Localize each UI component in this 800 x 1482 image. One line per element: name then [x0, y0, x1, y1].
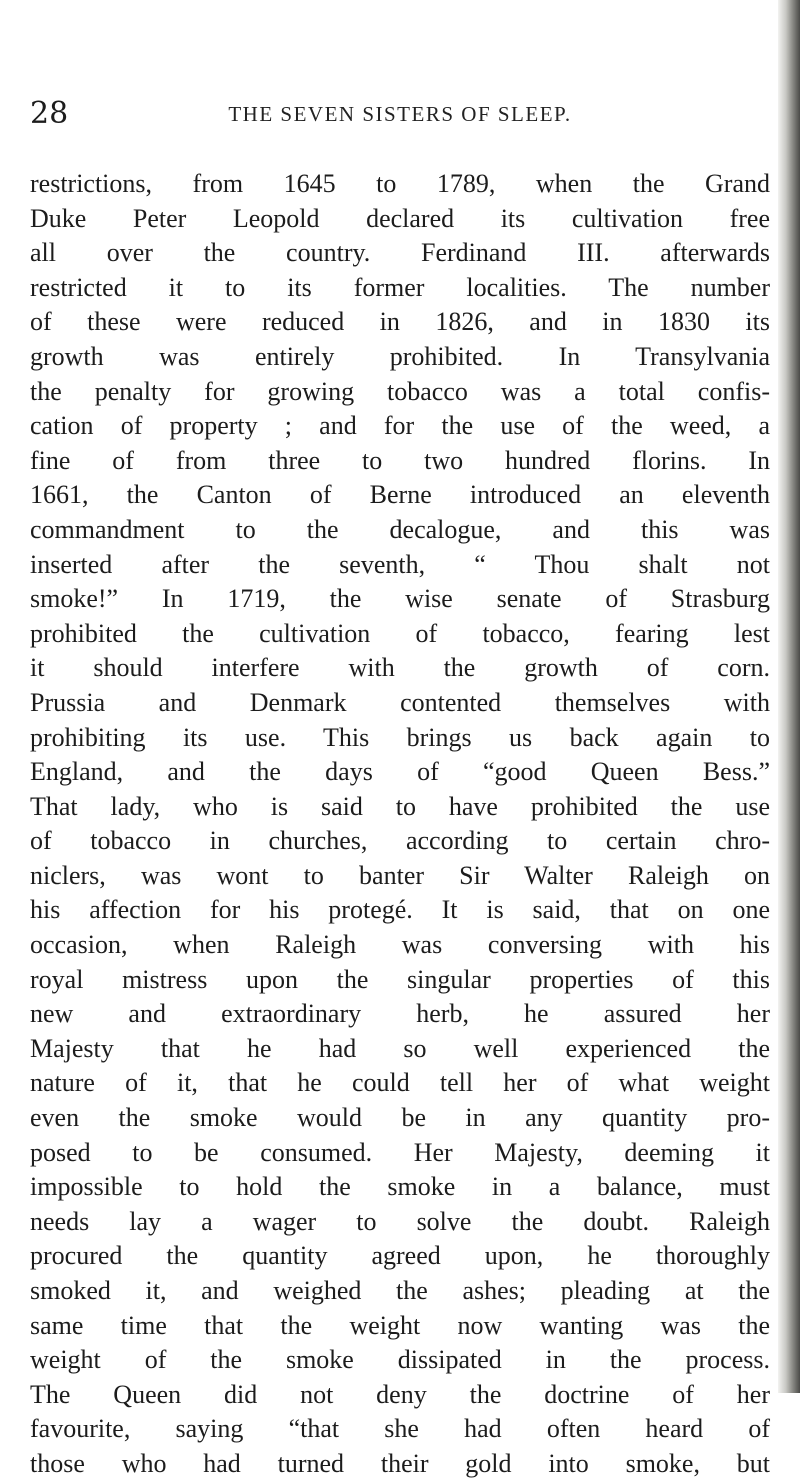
text-line: all over the country. Ferdinand III. afterwards: [30, 238, 770, 268]
text-line: royal mistress upon the singular properties of this: [30, 964, 770, 994]
text-line: inserted after the seventh, “ Thou shalt not: [30, 549, 770, 579]
text-line: restricted it to its former localities. The number: [30, 272, 770, 302]
text-line: 1661, the Canton of Berne introduced an eleventh: [30, 480, 770, 510]
text-line: nature of it, that he could tell her of what weight: [30, 1068, 770, 1098]
text-line: of these were reduced in 1826, and in 1830 its: [30, 307, 770, 337]
body-text: [30, 167, 770, 1482]
text-line: it should interfere with the growth of corn.: [30, 653, 770, 683]
text-line: fine of from three to two hundred florins. In: [30, 445, 770, 475]
text-line: prohibiting its use. This brings us back again to: [30, 722, 770, 752]
page-number: 28: [30, 96, 69, 131]
text-line: smoked it, and weighed the ashes; pleading at the: [30, 1276, 770, 1305]
text-line: Prussia and Denmark contented themselves with: [30, 687, 770, 717]
text-line: Majesty that he had so well experienced the: [30, 1033, 770, 1063]
text-line: smoke!” In 1719, the wise senate of Strasburg: [30, 584, 770, 614]
text-line: procured the quantity agreed upon, he thoroughly: [30, 1241, 770, 1271]
text-line: England, and the days of “good Queen Bess.”: [30, 757, 770, 787]
text-line: Duke Peter Leopold declared its cultivation free: [30, 203, 770, 233]
text-line: his affection for his protegé. It is said, that on one: [30, 895, 770, 925]
page-edge-shadow: [778, 0, 800, 1393]
text-line: occasion, when Raleigh was conversing with his: [30, 930, 770, 960]
text-line: new and extraordinary herb, he assured her: [30, 999, 770, 1029]
text-line: impossible to hold the smoke in a balance, must: [30, 1172, 770, 1202]
text-line: same time that the weight now wanting was the: [30, 1310, 770, 1340]
text-line: That lady, who is said to have prohibited the use: [30, 791, 770, 821]
running-title: THE SEVEN SISTERS OF SLEEP.: [228, 102, 572, 126]
text-line: restrictions, from 1645 to 1789, when the Grand: [30, 169, 770, 198]
text-line: niclers, was wont to banter Sir Walter Raleigh on: [30, 860, 770, 890]
text-line: of tobacco in churches, according to certain chro-: [30, 826, 770, 856]
text-line: cation of property ; and for the use of the weed, a: [30, 411, 770, 441]
text-line: The Queen did not deny the doctrine of her: [30, 1379, 770, 1409]
text-line: commandment to the decalogue, and this was: [30, 514, 770, 544]
text-line: favourite, saying “that she had often heard of: [30, 1414, 770, 1444]
text-line: the penalty for growing tobacco was a total confis-: [30, 376, 770, 406]
text-line: posed to be consumed. Her Majesty, deeming it: [30, 1137, 770, 1167]
text-line: prohibited the cultivation of tobacco, fearing lest: [30, 618, 770, 648]
text-line: needs lay a wager to solve the doubt. Raleigh: [30, 1206, 770, 1236]
text-line: those who had turned their gold into smoke, but: [30, 1448, 770, 1478]
text-line: growth was entirely prohibited. In Transylvania: [30, 341, 770, 371]
text-line: weight of the smoke dissipated in the process.: [30, 1345, 770, 1375]
text-line: even the smoke would be in any quantity pro-: [30, 1103, 770, 1133]
